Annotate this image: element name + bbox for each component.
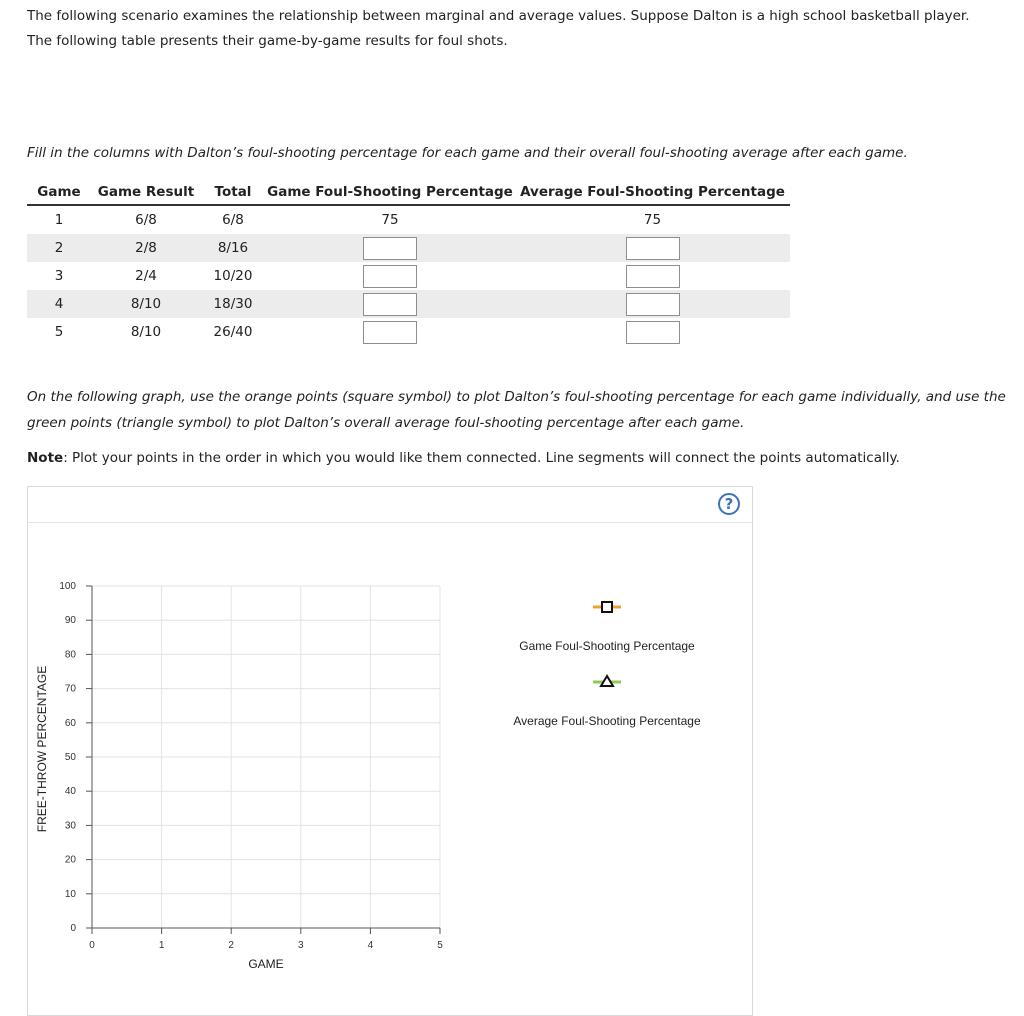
game-number: 1 <box>54 212 64 228</box>
game-result: 6/8 <box>135 212 157 228</box>
x-tick-label: 0 <box>89 940 95 951</box>
average-pct-input-5[interactable] <box>626 321 680 344</box>
game-number: 3 <box>54 268 64 284</box>
game-total: 10/20 <box>213 268 253 284</box>
x-tick-label: 3 <box>298 940 304 951</box>
note <box>27 450 900 466</box>
y-tick-label: 50 <box>64 752 76 763</box>
game-pct-cell <box>265 262 515 290</box>
x-tick-label: 2 <box>228 940 234 951</box>
header-game-pct: Game Foul-Shooting Percentage <box>265 180 515 205</box>
game-result: 8/10 <box>130 324 162 340</box>
y-tick-label: 90 <box>64 615 76 627</box>
game-pct-cell <box>265 318 515 346</box>
average-pct-cell <box>515 234 790 262</box>
game-pct-input-5[interactable] <box>363 321 417 344</box>
header-game: Game <box>27 180 91 205</box>
game-pct-value: 75 <box>381 212 399 228</box>
results-table <box>27 180 790 346</box>
game-pct-cell <box>265 234 515 262</box>
game-result: 2/4 <box>135 268 157 284</box>
y-tick-label: 10 <box>64 888 76 900</box>
average-pct-cell <box>515 290 790 318</box>
y-tick-label: 70 <box>64 683 76 695</box>
y-tick-label: 40 <box>64 786 76 798</box>
game-total: 26/40 <box>213 324 253 340</box>
table-row <box>27 205 790 234</box>
table-row <box>27 290 790 318</box>
square-marker-icon <box>602 602 612 612</box>
average-pct-input-3[interactable] <box>626 265 680 288</box>
average-pct-input-4[interactable] <box>626 293 680 316</box>
note-label: Note <box>27 450 64 466</box>
legend-average-pct-tool[interactable] <box>593 676 621 686</box>
x-tick-label: 4 <box>367 940 374 951</box>
graph-instructions: On the following graph, use the orange points (square symbol) to plot Dalton’s foul-shooting percentage for each game individually, and use the green points (triangle symbol) to plot Dalton’s overall average foul-shooting percentage after each game. <box>27 389 1006 431</box>
note-text: : Plot your points in the order in which you would like them connected. Line segments will connect the points automatically. <box>63 450 900 466</box>
legend-average-pct-label: Average Foul-Shooting Percentage <box>513 714 701 728</box>
game-number: 5 <box>54 324 64 340</box>
game-total: 6/8 <box>222 212 244 228</box>
y-axis-label: FREE-THROW PERCENTAGE <box>35 665 49 833</box>
y-tick-label: 100 <box>59 581 76 592</box>
table-row <box>27 234 790 262</box>
x-tick-label: 1 <box>158 940 165 951</box>
y-tick-label: 30 <box>64 820 76 832</box>
scenario-intro: The following scenario examines the relationship between marginal and average values. Suppose Dalton is a high school basketball player. The following table presents their game-by-game results for foul shots. <box>27 8 970 49</box>
game-pct-cell <box>265 290 515 318</box>
game-pct-input-2[interactable] <box>363 237 417 260</box>
game-number: 2 <box>27 234 91 262</box>
average-pct-cell <box>515 262 790 290</box>
game-result: 2/8 <box>91 234 201 262</box>
game-total: 8/16 <box>201 234 265 262</box>
game-pct-input-3[interactable] <box>363 265 417 288</box>
header-average-pct: Average Foul-Shooting Percentage <box>515 180 790 205</box>
table-instructions: Fill in the columns with Dalton’s foul-shooting percentage for each game and their overall foul-shooting average after each game. <box>27 145 908 161</box>
plot-svg <box>28 487 754 1007</box>
graph-panel <box>27 486 753 1016</box>
game-pct-input-4[interactable] <box>363 293 417 316</box>
y-tick-label: 20 <box>64 854 76 866</box>
game-result: 8/10 <box>91 290 201 318</box>
x-tick-label: 5 <box>437 940 443 951</box>
y-tick-label: 0 <box>70 923 76 934</box>
game-total: 18/30 <box>201 290 265 318</box>
y-tick-label: 60 <box>64 717 76 729</box>
header-game-result: Game Result <box>91 180 201 205</box>
help-icon[interactable]: ? <box>718 493 740 515</box>
game-number: 4 <box>27 290 91 318</box>
y-tick-label: 80 <box>64 649 76 661</box>
table-row <box>27 318 790 346</box>
average-pct-input-2[interactable] <box>626 237 680 260</box>
average-pct-cell <box>515 318 790 346</box>
legend-game-pct-label: Game Foul-Shooting Percentage <box>519 639 695 653</box>
header-total: Total <box>201 180 265 205</box>
average-pct-value: 75 <box>643 212 662 228</box>
legend-game-pct-tool[interactable] <box>593 602 621 612</box>
table-row <box>27 262 790 290</box>
x-axis-label: GAME <box>248 957 284 971</box>
table-header-row <box>27 180 790 205</box>
